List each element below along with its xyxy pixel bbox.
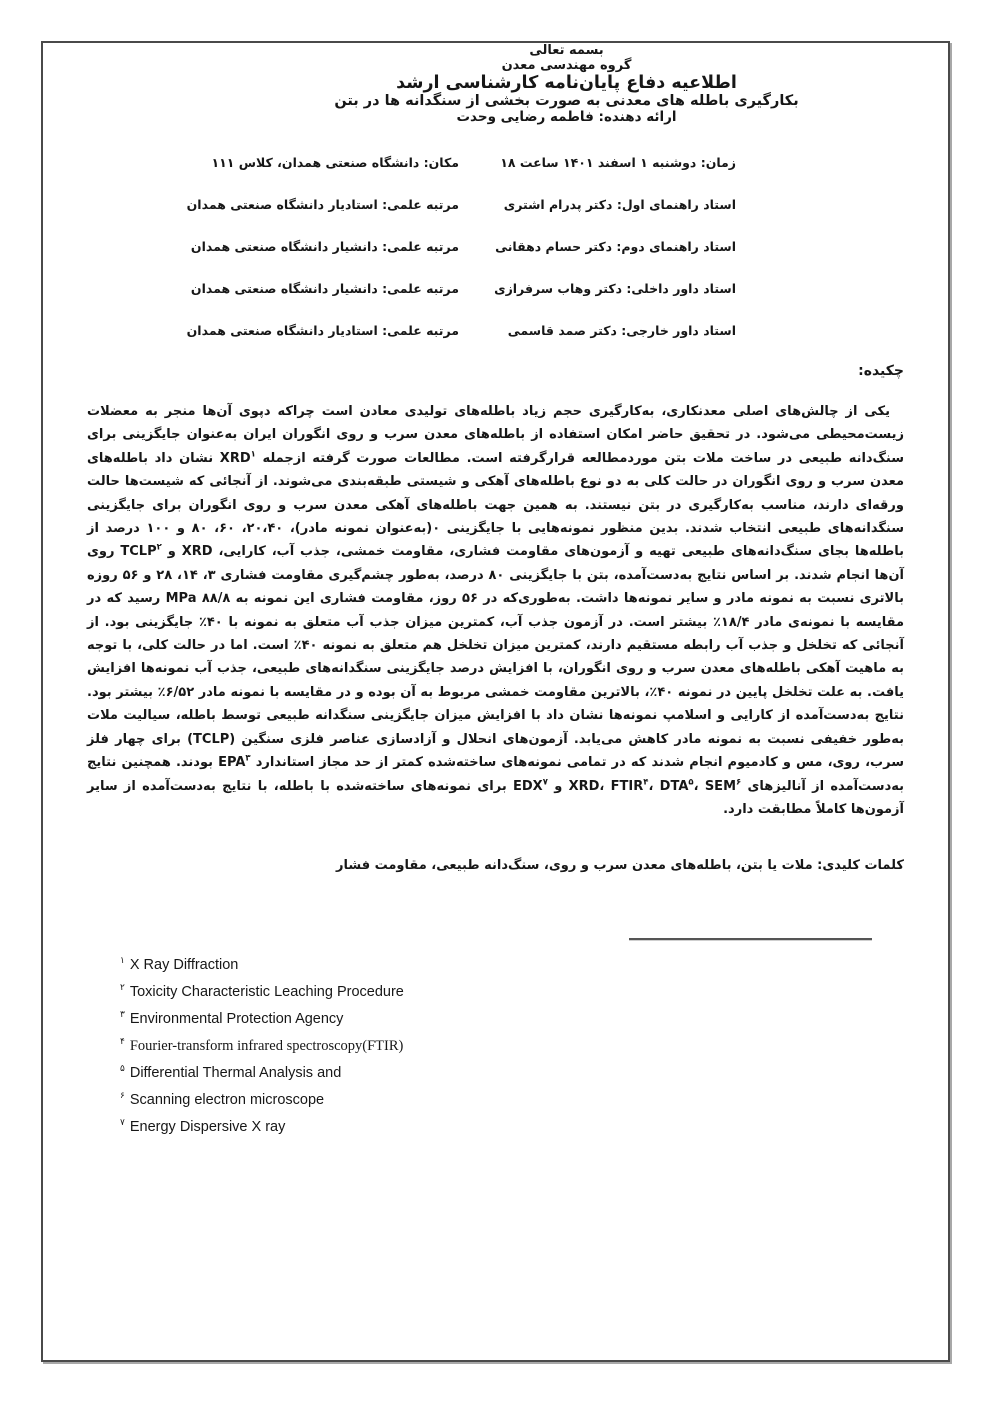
footnote-line: [120, 1087, 904, 1114]
footnote-number: ۴: [120, 1036, 125, 1047]
info-row: [87, 195, 904, 215]
abstract-text-segment: ، DTA: [648, 778, 689, 794]
abstract-text-segment: یکی از چالش‌های اصلی معدنکاری، به‌کارگیری حجم زیاد باطله‌های تولیدی معادن است چراکه دپوی آن‌ها منجر به معضلات زیست‌محیطی می‌شود. در تحقیق حاضر امکان استفاده از باطله‌های معدن سرب و روی انگوران ایران به‌عنوان جایگزینی برای سنگ‌دانه طبیعی در ساخت ملات بتن موردمطالعه قرارگرفته است. مطالعات صورت گرفته ازجمله XRD: [87, 404, 904, 466]
header-block: [87, 43, 904, 125]
footnote-number: ۲: [120, 982, 125, 993]
info-cell-left: مرتبه علمی: استادیار دانشگاه صنعتی همدان: [186, 323, 459, 338]
footnote-text: Fourier-transform infrared spectroscopy(FTIR): [129, 1038, 404, 1055]
info-cell-right: استاد راهنمای دوم: دکتر حسام دهقانی: [495, 239, 736, 254]
abstract-text-segment: نشان داد باطله‌های معدن سرب و روی انگوران در حالت کلی به دو نوع باطله‌های آهکی و شیستی طبقه‌بندی می‌شوند. از آنجائی که شیست‌ها حالت ورقه‌ای دارند، مناسب به‌کارگیری در بتن نیستند. به همین جهت باطله‌های آهکی معدن سرب و روی انگوران برای جایگزینی سنگدانه‌های طبیعی انتخاب شدند. بدین منظور نمونه‌هایی با جایگزینی ۰(به‌عنوان نمونه مادر)، ۲۰،۴۰، ۶۰، ۸۰ و ۱۰۰ درصد از باطله‌ها بجای سنگ‌دانه‌های طبیعی تهیه و آزمون‌های مقاومت فشاری، مقاومت خمشی، جذب آب، کارایی، XRD و TCLP: [87, 450, 904, 560]
abstract-text-segment: و EDX: [513, 778, 569, 794]
document-page: [41, 41, 950, 1362]
abstract-heading: چکیده:: [858, 363, 904, 379]
abstract-text-segment: ، SEM: [693, 778, 737, 794]
abstract-text-segment: بودند. همچنین نتایج به‌دست‌آمده از آنالیزهای XRD، FTIR: [87, 755, 905, 794]
footnote-ref: ۳: [245, 753, 251, 764]
abstract-body: [87, 400, 904, 821]
footnote-ref: ۴: [643, 777, 649, 788]
keywords-line: کلمات کلیدی: ملات یا بتن، باطله‌های معدن سرب و روی، سنگ‌دانه طبیعی، مقاومت فشار: [335, 858, 904, 874]
footnote-number: ۳: [120, 1009, 125, 1020]
info-cell-left: مکان: دانشگاه صنعتی همدان، کلاس ۱۱۱: [211, 155, 459, 170]
department-name: گروه مهندسی معدن: [501, 58, 632, 73]
footnote-text: Energy Dispersive X ray: [129, 1119, 286, 1136]
footnote-text: Environmental Protection Agency: [129, 1011, 344, 1028]
footnote-number: ۵: [120, 1063, 125, 1074]
footnote-ref: ۶: [736, 777, 742, 788]
info-row: [87, 321, 904, 341]
info-cell-right: استاد راهنمای اول: دکتر پدرام اشتری: [503, 197, 736, 212]
footnote-ref: ۲: [156, 543, 162, 554]
footnote-line: [120, 1033, 904, 1060]
footnote-number: ۱: [120, 955, 125, 966]
footnote-line: [120, 1060, 904, 1087]
info-cell-right: استاد داور داخلی: دکتر وهاب سرفرازی: [494, 281, 736, 296]
footnote-text: X Ray Diffraction: [129, 957, 239, 974]
footnote-ref: ۷: [542, 777, 548, 788]
footnotes-list: [120, 952, 904, 1141]
footnote-text: Scanning electron microscope: [129, 1092, 325, 1109]
abstract-text-segment: روی آن‌ها انجام شدند. بر اساس نتایج به‌دست‌آمده، بتن با جایگزینی ۸۰ درصد، به‌طور چشم‌گیری مقاومت فشاری ۳، ۱۴، ۲۸ و ۵۶ روزه بالاتری نسبت به نمونه مادر و سایر نمونه‌ها داشت. به‌طوری‌که در ۵۶ روز، مقاومت فشاری این نمونه به ۸۸/۸ MPa رسید که در مقایسه با نمونه‌ی مادر ۱۸/۴٪ بیشتر است. در آزمون جذب آب، کمترین میزان جذب آب متعلق به نمونه با ۴۰٪ جایگزینی بود. از آنجائی که تخلخل و جذب آب رابطه مستقیم دارند، کمترین میزان تخلخل هم متعلق به نمونه ۴۰٪ است. اما در حالت کلی، با توجه به ماهیت آهکی باطله‌های معدن سرب و روی انگوران، با افزایش درصد جایگزینی سنگدانه‌های طبیعی، جذب آب نمونه‌ها افزایش یافت. به علت تخلخل پایین در نمونه ۴۰٪، بالاترین مقاومت خمشی مربوط به آن بوده و در مقایسه با نمونه مادر ۶/۵۲٪ بیشتر بود. نتایج به‌دست‌آمده از کارایی و اسلامپ نمونه‌ها نشان داد با افزایش میزان جایگزینی سنگدانه طبیعی توسط باطله، سیالیت ملات به‌طور خفیفی نسبت به نمونه مادر کاهش می‌یابد. آزمون‌های انحلال و آزادسازی عناصر فلزی سنگین (TCLP) برای چهار فلز سرب، روی، مس و کادمیوم انجام شدند که در تمامی نمونه‌های ساخته‌شده کمتر از حد مجاز استاندارد EPA: [87, 544, 905, 771]
footnote-number: ۶: [120, 1090, 125, 1101]
footnote-text: Toxicity Characteristic Leaching Procedure: [129, 984, 404, 1001]
info-row: [87, 237, 904, 257]
info-row: [87, 279, 904, 299]
bismillah-line: بسمه تعالی: [529, 43, 604, 58]
info-cell-right: زمان: دوشنبه ۱ اسفند ۱۴۰۱ ساعت ۱۸: [500, 155, 736, 170]
abstract-text-segment: برای نمونه‌های ساخته‌شده با باطله، با نتایج به‌دست‌آمده از سایر آزمون‌ها کاملاً مطابقت دارد.: [87, 778, 904, 817]
footnote-line: [120, 1114, 904, 1141]
info-cell-left: مرتبه علمی: دانشیار دانشگاه صنعتی همدان: [190, 239, 459, 254]
footnote-line: [120, 952, 904, 979]
info-cell-left: مرتبه علمی: استادیار دانشگاه صنعتی همدان: [186, 197, 459, 212]
footnote-ref: ۱: [250, 449, 256, 460]
footnote-text: Differential Thermal Analysis and: [129, 1065, 342, 1082]
info-row: [87, 153, 904, 173]
footnote-number: ۷: [120, 1117, 125, 1128]
presenter-line: ارائه دهنده: فاطمه رضایی وحدت: [456, 109, 677, 125]
defense-info-rows: [87, 153, 904, 341]
thesis-title: بکارگیری باطله های معدنی به صورت بخشی از سنگدانه ها در بتن: [334, 93, 799, 109]
footnote-line: [120, 979, 904, 1006]
info-cell-right: استاد داور خارجی: دکتر صمد قاسمی: [507, 323, 736, 338]
footnote-ref: ۵: [688, 777, 694, 788]
footnote-line: [120, 1006, 904, 1033]
info-cell-left: مرتبه علمی: دانشیار دانشگاه صنعتی همدان: [190, 281, 459, 296]
announcement-title: اطلاعیه دفاع پایان‌نامه کارشناسی ارشد: [396, 73, 737, 93]
page-content: [43, 43, 948, 1141]
footnote-separator: [629, 938, 872, 941]
